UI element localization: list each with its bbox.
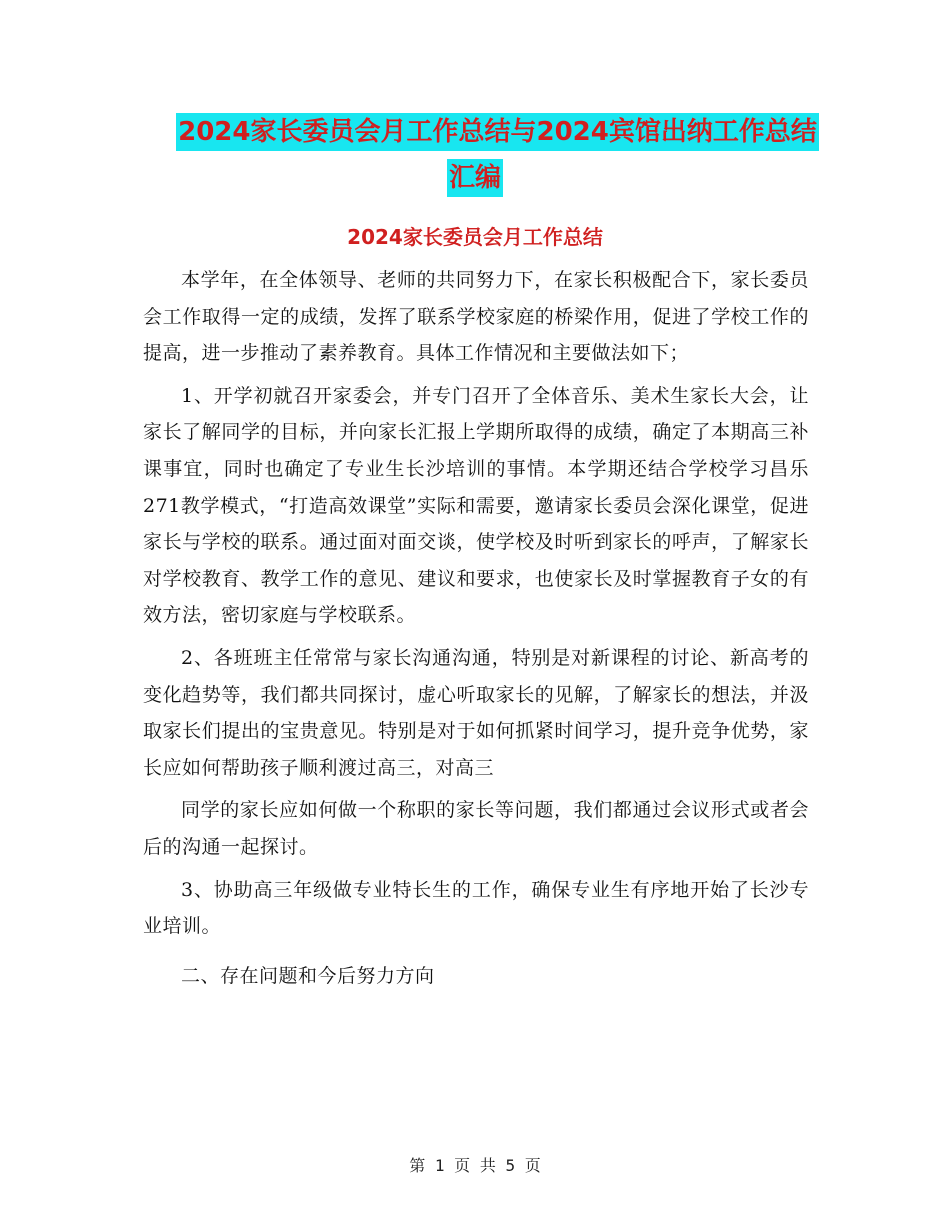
paragraph-item-1: 1、开学初就召开家委会，并专门召开了全体音乐、美术生家长大会，让家长了解同学的目标，并向家长汇报上学期所取得的成绩，确定了本期高三补课事宜，同时也确定了专业生长沙培训的事情。本学期还结合学校学习昌乐271教学模式，“打造高效课堂”实际和需要，邀请家长委员会深化课堂，促进家长与学校的联系。通过面对面交谈，使学校及时听到家长的呼声，了解家长对学校教育、教学工作的意见、建议和要求，也使家长及时掌握教育子女的有效方法，密切家庭与学校联系。	[143, 384, 809, 627]
paragraph-section-heading: 二、存在问题和今后努力方向	[181, 964, 435, 987]
paragraph-item-2-continued: 同学的家长应如何做一个称职的家长等问题，我们都通过会议形式或者会后的沟通一起探讨。	[143, 799, 809, 858]
paragraph-item-2: 2、各班班主任常常与家长沟通沟通，特别是对新课程的讨论、新高考的变化趋势等，我们都共同探讨，虚心听取家长的见解，了解家长的想法，并汲取家长们提出的宝贵意见。特别是对于如何抓紧时间学习，提升竞争优势，家长应如何帮助孩子顺利渡过高三，对高三	[143, 646, 809, 779]
document-title	[0, 113, 950, 197]
paragraph-item-3: 3、协助高三年级做专业特长生的工作，确保专业生有序地开始了长沙专业培训。	[143, 878, 809, 938]
section-title: 2024家长委员会月工作总结	[347, 225, 603, 249]
page-footer: 第 1 页 共 5 页	[409, 1156, 541, 1175]
title-line-1: 2024家长委员会月工作总结与2024宾馆出纳工作总结	[176, 113, 819, 151]
paragraph-intro: 本学年，在全体领导、老师的共同努力下，在家长积极配合下，家长委员会工作取得一定的成绩，发挥了联系学校家庭的桥梁作用，促进了学校工作的提高，进一步推动了素养教育。具体工作情况和主要做法如下；	[143, 269, 809, 365]
title-line-2: 汇编	[447, 159, 503, 197]
document-body	[143, 262, 809, 994]
